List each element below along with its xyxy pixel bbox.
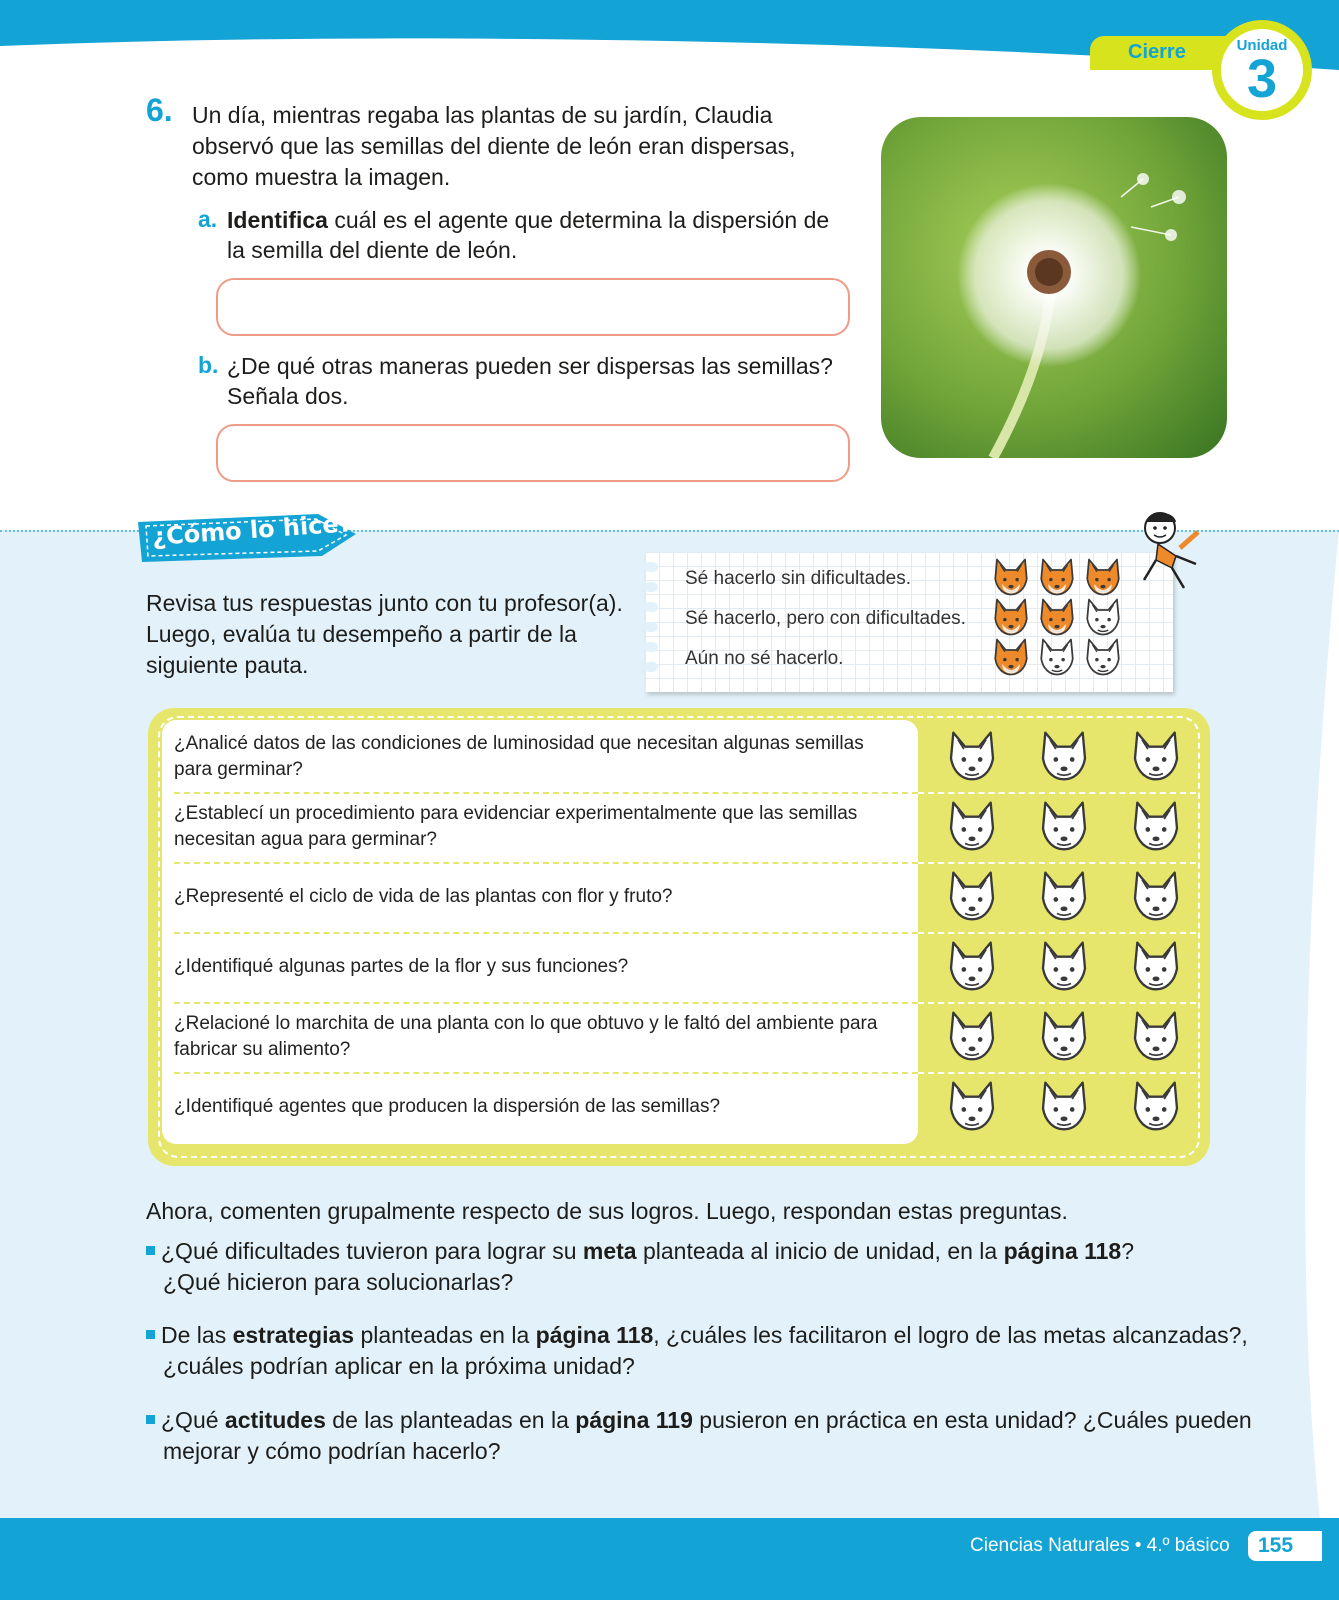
fox-icon bbox=[944, 1008, 1000, 1064]
rubric-row bbox=[162, 862, 1198, 932]
page-curve bbox=[1270, 530, 1339, 1520]
fox-icon bbox=[944, 868, 1000, 924]
fox-rating-option-3[interactable] bbox=[1128, 798, 1184, 859]
fox-icon bbox=[1036, 728, 1092, 784]
fox-rating-option-3[interactable] bbox=[1128, 728, 1184, 789]
fox-icon bbox=[944, 938, 1000, 994]
unit-number: 3 bbox=[1246, 49, 1278, 109]
rubric-question: ¿Identifiqué agentes que producen la dispersión de las semillas? bbox=[174, 1096, 721, 1117]
fox-rating-option-1[interactable] bbox=[944, 728, 1000, 789]
bullet-text: , ¿cuáles les facilitaron el logro de las metas alcanzadas?, bbox=[653, 1322, 1248, 1348]
rubric-row bbox=[162, 722, 1198, 792]
fox-rating-option-1[interactable] bbox=[944, 1008, 1000, 1069]
answer-field-b[interactable] bbox=[216, 424, 850, 482]
page-reference: página 119 bbox=[575, 1407, 693, 1433]
fox-rating-option-1[interactable] bbox=[944, 1078, 1000, 1139]
review-instructions: Revisa tus respuestas junto con tu profesor(a). Luego, evalúa tu desempeño a partir de la siguiente pauta. bbox=[146, 590, 623, 678]
legend-label-1: Sé hacerlo sin dificultades. bbox=[685, 568, 912, 589]
fox-icon bbox=[990, 636, 1032, 683]
bullet-text: ¿Qué bbox=[161, 1407, 225, 1433]
dandelion-photo bbox=[881, 117, 1227, 458]
bullet-text: ¿Qué hicieron para solucionarlas? bbox=[163, 1269, 514, 1295]
fox-icon bbox=[1036, 798, 1092, 854]
bullet-text: mejorar y cómo podrían hacerlo? bbox=[163, 1438, 501, 1464]
bullet-keyword: meta bbox=[582, 1238, 637, 1264]
fox-rating-option-2[interactable] bbox=[1036, 1008, 1092, 1069]
fox-rating-option-3[interactable] bbox=[1128, 1078, 1184, 1139]
fox-rating-option-2[interactable] bbox=[1036, 868, 1092, 929]
fox-icon bbox=[1128, 1078, 1184, 1134]
fox-rating-option-2[interactable] bbox=[1036, 1078, 1092, 1139]
rubric-question: ¿Establecí un procedimiento para evidenciar experimentalmente que las semillas necesitan agua para germinar? bbox=[174, 803, 858, 850]
fox-rating-option-2[interactable] bbox=[1036, 728, 1092, 789]
card-hole bbox=[644, 602, 658, 612]
rubric-row bbox=[162, 1002, 1198, 1072]
fox-rating-option-2[interactable] bbox=[1036, 938, 1092, 999]
fox-rating-option-1[interactable] bbox=[944, 798, 1000, 859]
fox-icon bbox=[1128, 798, 1184, 854]
banner-title: ¿Cómo lo hice? bbox=[151, 509, 354, 551]
fox-icon bbox=[1128, 868, 1184, 924]
fox-rating-option-3[interactable] bbox=[1128, 938, 1184, 999]
legend-label-3: Aún no sé hacerlo. bbox=[685, 648, 844, 669]
card-hole bbox=[644, 582, 658, 592]
subquestion-a-body: cuál es el agente que determina la dispersión de la semilla del diente de león. bbox=[227, 207, 830, 263]
bullet-text: De las bbox=[161, 1322, 233, 1348]
fox-rating-option-3[interactable] bbox=[1128, 1008, 1184, 1069]
fox-rating-option-1[interactable] bbox=[944, 868, 1000, 929]
footer-subject: Ciencias Naturales • 4.º básico bbox=[970, 1535, 1230, 1556]
card-hole bbox=[644, 642, 658, 652]
subquestion-a-letter: a. bbox=[198, 206, 218, 232]
fox-rating-option-1[interactable] bbox=[944, 938, 1000, 999]
rubric-question: ¿Relacioné lo marchita de una planta con lo que obtuvo y le faltó del ambiente para fabricar su alimento? bbox=[174, 1013, 878, 1060]
subquestion-b-text: ¿De qué otras maneras pueden ser dispersas las semillas? Señala dos. bbox=[227, 353, 833, 409]
fox-icon bbox=[944, 798, 1000, 854]
mascot-icon bbox=[1136, 508, 1202, 596]
fox-icon bbox=[1036, 938, 1092, 994]
page-reference: página 118 bbox=[1003, 1238, 1122, 1264]
bullet-keyword: actitudes bbox=[224, 1407, 326, 1433]
fox-icon bbox=[1036, 1008, 1092, 1064]
bullet-keyword: estrategias bbox=[232, 1322, 355, 1348]
card-hole bbox=[644, 622, 658, 632]
unit-badge bbox=[1212, 20, 1312, 120]
card-hole bbox=[644, 562, 658, 572]
fox-icon bbox=[1036, 636, 1078, 683]
legend-icons-3 bbox=[990, 636, 1124, 683]
legend-label-2: Sé hacerlo, pero con dificultades. bbox=[685, 608, 966, 629]
fox-icon bbox=[1128, 1008, 1184, 1064]
discussion-title: Ahora, comenten grupalmente respecto de sus logros. Luego, respondan estas preguntas. bbox=[146, 1198, 1068, 1224]
bullet-text: ¿cuáles podrían aplicar en la próxima unidad? bbox=[163, 1353, 635, 1379]
fox-icon bbox=[944, 728, 1000, 784]
footer-band bbox=[0, 1518, 1339, 1600]
discussion-bullet-2 bbox=[146, 1320, 1266, 1382]
bullet-text: pusieron en práctica en esta unidad? ¿Cuáles pueden bbox=[692, 1407, 1252, 1433]
discussion-bullet-3 bbox=[146, 1405, 1266, 1467]
section-tab-label: Cierre bbox=[1128, 41, 1186, 63]
card-hole bbox=[644, 662, 658, 672]
fox-rating-option-3[interactable] bbox=[1128, 868, 1184, 929]
rubric-question: ¿Representé el ciclo de vida de las plantas con flor y fruto? bbox=[174, 886, 673, 907]
bullet-text: ¿Qué dificultades tuvieron para lograr su bbox=[161, 1238, 583, 1264]
rubric-row bbox=[162, 932, 1198, 1002]
rubric-row bbox=[162, 1072, 1198, 1142]
rubric-question: ¿Identifiqué algunas partes de la flor y sus funciones? bbox=[174, 956, 629, 977]
fox-icon bbox=[1128, 728, 1184, 784]
question-text: Un día, mientras regaba las plantas de su jardín, Claudia observó que las semillas del diente de león eran dispersas, como muestra la imagen. bbox=[192, 102, 796, 190]
bullet-square bbox=[146, 1330, 155, 1339]
unit-label: Unidad bbox=[1236, 37, 1288, 54]
bullet-square bbox=[146, 1246, 155, 1255]
page-reference: página 118 bbox=[535, 1322, 654, 1348]
rubric-row bbox=[162, 792, 1198, 862]
fox-icon bbox=[1036, 868, 1092, 924]
fox-icon bbox=[1036, 1078, 1092, 1134]
fox-icon bbox=[1082, 636, 1124, 683]
rubric-question: ¿Analicé datos de las condiciones de luminosidad que necesitan algunas semillas para germinar? bbox=[174, 733, 864, 780]
subquestion-b-letter: b. bbox=[198, 352, 219, 378]
fox-icon bbox=[944, 1078, 1000, 1134]
bullet-text: planteada al inicio de unidad, en la bbox=[636, 1238, 1004, 1264]
page-number: 155 bbox=[1248, 1531, 1322, 1561]
bullet-text: ? bbox=[1121, 1238, 1135, 1264]
bullet-text: planteadas en la bbox=[354, 1322, 536, 1348]
bullet-square bbox=[146, 1415, 155, 1424]
question-number: 6. bbox=[146, 92, 173, 128]
bullet-text: de las planteadas en la bbox=[325, 1407, 576, 1433]
fox-icon bbox=[1128, 938, 1184, 994]
discussion-bullet-1 bbox=[146, 1236, 1266, 1298]
subquestion-a-verb: Identifica bbox=[227, 207, 328, 233]
fox-rating-option-2[interactable] bbox=[1036, 798, 1092, 859]
subquestion-a-text bbox=[227, 205, 847, 265]
answer-field-a[interactable] bbox=[216, 278, 850, 336]
